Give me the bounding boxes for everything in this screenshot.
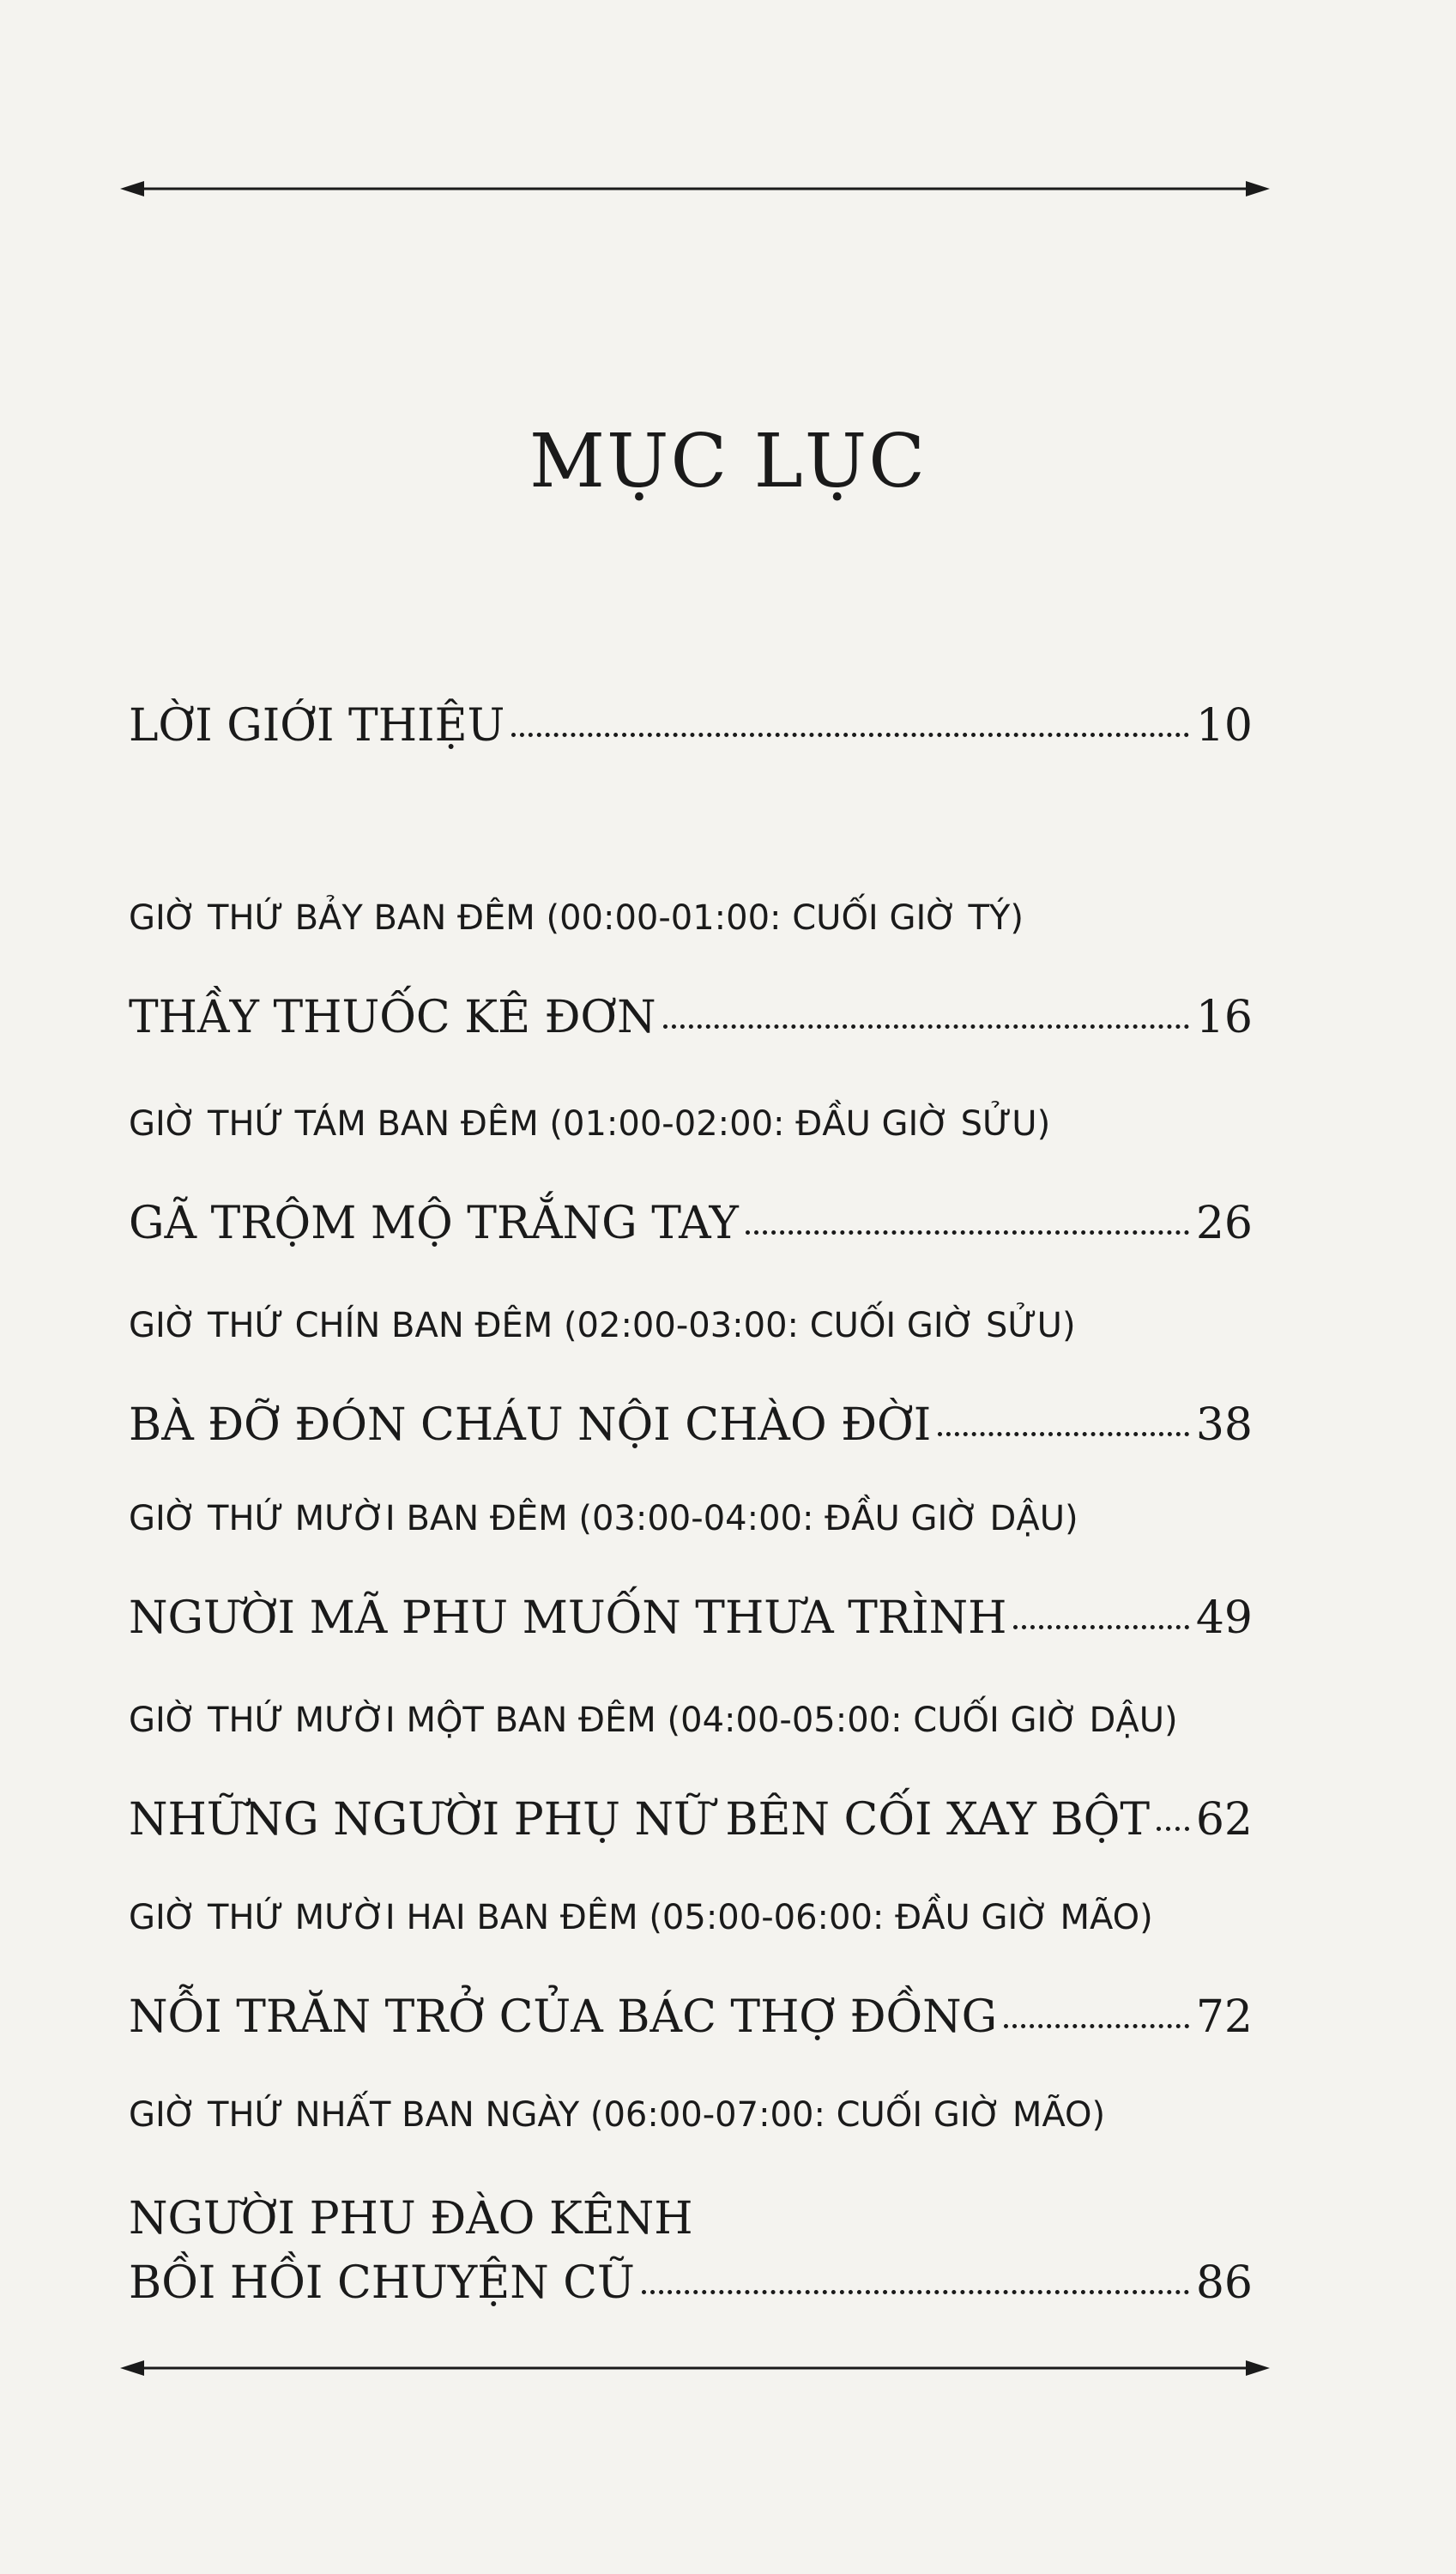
toc-row — [129, 1991, 1253, 2043]
entry-subtitle: GIỜ THỨ TÁM BAN ĐÊM (01:00-02:00: ĐẦU GIỜ SỬU) — [129, 1104, 1051, 1144]
dot-leader — [511, 733, 1188, 737]
toc-row — [129, 1794, 1253, 1846]
page-number: 49 — [1195, 1592, 1253, 1644]
dot-leader — [746, 1230, 1189, 1235]
entry-subtitle: GIỜ THỨ MƯỜI BAN ĐÊM (03:00-04:00: ĐẦU GIỜ DẬU) — [129, 1499, 1078, 1538]
entry-title: THẦY THUỐC KÊ ĐƠN — [129, 992, 656, 1043]
dot-leader — [1157, 1827, 1189, 1831]
dot-leader — [938, 1432, 1189, 1436]
toc-row — [129, 1198, 1253, 1249]
entry-title-line1: NGƯỜI PHU ĐÀO KÊNH — [129, 2193, 693, 2245]
toc-row — [129, 2257, 1253, 2309]
page-number: 38 — [1195, 1399, 1253, 1451]
toc-row — [129, 1592, 1253, 1644]
toc-row — [129, 992, 1253, 1043]
entry-subtitle: GIỜ THỨ MƯỜI HAI BAN ĐÊM (05:00-06:00: ĐẦU GIỜ MÃO) — [129, 1898, 1153, 1937]
entry-title: LỜI GIỚI THIỆU — [129, 700, 505, 752]
page-number: 16 — [1195, 992, 1253, 1043]
entry-title: NHỮNG NGƯỜI PHỤ NỮ BÊN CỐI XAY BỘT — [129, 1794, 1151, 1846]
page-number: 72 — [1195, 1991, 1253, 2043]
page-number: 86 — [1195, 2257, 1253, 2309]
entry-title: BÀ ĐỠ ĐÓN CHÁU NỘI CHÀO ĐỜI — [129, 1399, 932, 1451]
entry-subtitle: GIỜ THỨ CHÍN BAN ĐÊM (02:00-03:00: CUỐI GIỜ SỬU) — [129, 1306, 1076, 1345]
top-divider — [120, 172, 1270, 206]
entry-subtitle: GIỜ THỨ MƯỜI MỘT BAN ĐÊM (04:00-05:00: CUỐI GIỜ DẬU) — [129, 1701, 1178, 1740]
entry-subtitle: GIỜ THỨ NHẤT BAN NGÀY (06:00-07:00: CUỐI GIỜ MÃO) — [129, 2095, 1106, 2135]
entry-title: GÃ TRỘM MỘ TRẮNG TAY — [129, 1198, 739, 1249]
dot-leader — [663, 1024, 1189, 1029]
page-number: 10 — [1195, 700, 1253, 752]
entry-title: NGƯỜI MÃ PHU MUỐN THƯA TRÌNH — [129, 1592, 1007, 1644]
entry-title: BỒI HỒI CHUYỆN CŨ — [129, 2257, 635, 2309]
dot-leader — [642, 2290, 1189, 2294]
toc-row — [129, 700, 1253, 752]
page-title: MỤC LỤC — [529, 419, 927, 505]
page-number: 26 — [1195, 1198, 1253, 1249]
bottom-divider — [120, 2351, 1270, 2385]
entry-subtitle: GIỜ THỨ BẢY BAN ĐÊM (00:00-01:00: CUỐI GIỜ TÝ) — [129, 898, 1024, 938]
dot-leader — [1004, 2024, 1189, 2028]
toc-row — [129, 1399, 1253, 1451]
dot-leader — [1013, 1625, 1188, 1629]
entry-title: NỖI TRĂN TRỞ CỦA BÁC THỢ ĐỒNG — [129, 1991, 998, 2043]
page-number: 62 — [1195, 1794, 1253, 1846]
